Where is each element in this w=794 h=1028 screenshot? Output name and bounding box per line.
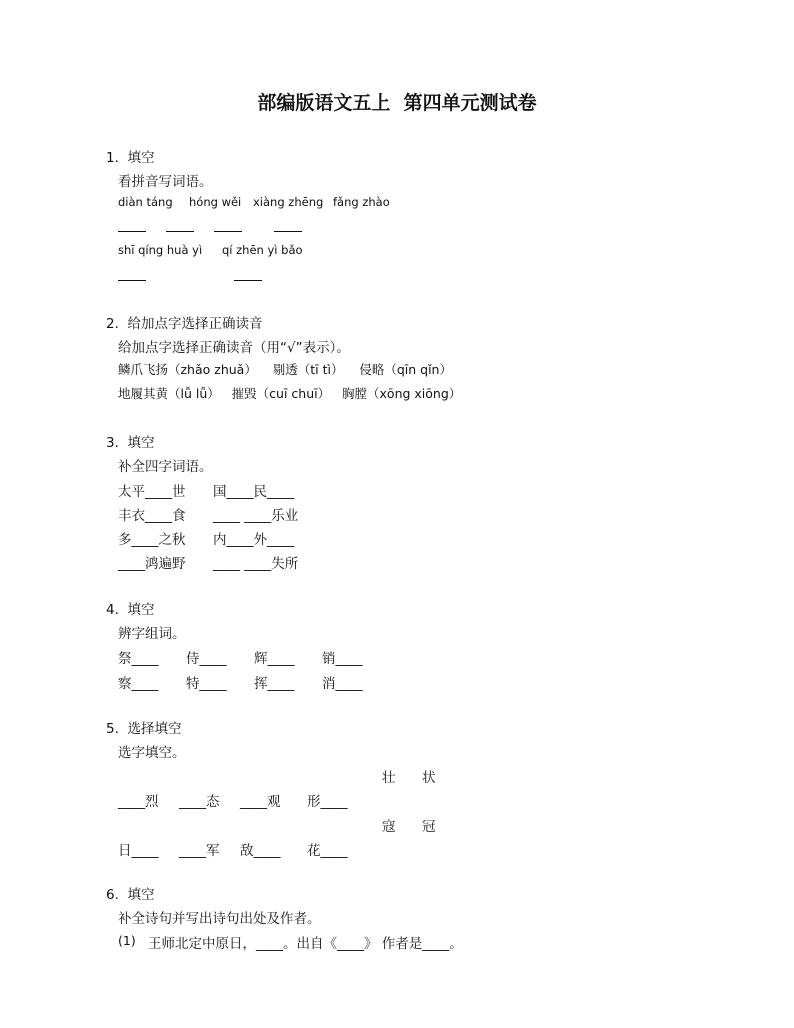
word-item: 祭____	[118, 651, 159, 667]
question-4-instruction: 辨字组词。	[118, 626, 186, 642]
answer-blank[interactable]	[118, 280, 146, 281]
fill-item: ____烈	[118, 794, 159, 810]
idiom-item: 国____民____	[213, 484, 294, 500]
pronunciation-line: 地履其黄（lǚ lǚ） 摧毁（cuī chuī） 胸膛（xōng xiōng）	[118, 386, 462, 401]
idiom-item: 内____外____	[213, 532, 294, 548]
pinyin-item: fǎng zhào	[333, 195, 390, 209]
word-item: 挥____	[254, 676, 295, 692]
choice-char: 寇	[382, 819, 396, 835]
item-number: (1)	[118, 933, 136, 948]
fill-item: 敌____	[240, 843, 281, 859]
fill-item: ____军	[179, 843, 220, 859]
idiom-item: ____ ____失所	[213, 556, 299, 572]
idiom-item: ____鸿遍野	[118, 556, 186, 572]
question-2-instruction: 给加点字选择正确读音（用“√”表示）。	[118, 340, 350, 356]
question-4-heading: 4. 填空	[106, 602, 155, 618]
fill-item: ____观	[240, 794, 281, 810]
question-1-instruction: 看拼音写词语。	[118, 174, 213, 190]
idiom-item: ____ ____乐业	[213, 508, 299, 524]
choice-char: 状	[422, 770, 436, 786]
answer-blank[interactable]	[234, 280, 262, 281]
idiom-item: 丰衣____食	[118, 508, 186, 524]
choice-char: 冠	[422, 819, 436, 835]
answer-blank[interactable]	[274, 231, 302, 232]
choice-char: 壮	[382, 770, 396, 786]
idiom-item: 太平____世	[118, 484, 186, 500]
fill-item: 形____	[307, 794, 348, 810]
question-6-heading: 6. 填空	[106, 887, 155, 903]
pronunciation-line: 鳞爪飞扬（zhǎo zhuǎ） 剔透（tī tì） 侵略（qīn qǐn）	[118, 362, 452, 377]
pinyin-item: shī qíng huà yì	[118, 243, 203, 257]
answer-blank[interactable]	[118, 231, 146, 232]
idiom-item: 多____之秋	[118, 532, 186, 548]
question-6-instruction: 补全诗句并写出诗句出处及作者。	[118, 911, 321, 927]
pinyin-item: diàn táng	[118, 195, 173, 209]
fill-item: 花____	[307, 843, 348, 859]
answer-blank[interactable]	[166, 231, 194, 232]
word-item: 侍____	[186, 651, 227, 667]
question-1-heading: 1. 填空	[106, 150, 155, 166]
word-item: 察____	[118, 676, 159, 692]
word-item: 消____	[322, 676, 363, 692]
word-item: 特____	[186, 676, 227, 692]
fill-item: ____态	[179, 794, 220, 810]
page-title: 部编版语文五上 第四单元测试卷	[257, 92, 537, 114]
word-item: 辉____	[254, 651, 295, 667]
question-3-instruction: 补全四字词语。	[118, 459, 213, 475]
question-5-heading: 5. 选择填空	[106, 721, 182, 737]
pinyin-item: xiàng zhēng	[253, 195, 324, 209]
fill-item: 日____	[118, 843, 159, 859]
answer-blank[interactable]	[214, 231, 242, 232]
question-5-instruction: 选字填空。	[118, 745, 186, 761]
word-item: 销____	[322, 651, 363, 667]
poem-item: 王师北定中原日，____。出自《____》 作者是____。	[148, 936, 463, 952]
question-2-heading: 2. 给加点字选择正确读音	[106, 316, 263, 332]
pinyin-item: qí zhēn yì bǎo	[222, 243, 303, 257]
pinyin-item: hóng wěi	[189, 195, 242, 209]
question-3-heading: 3. 填空	[106, 435, 155, 451]
